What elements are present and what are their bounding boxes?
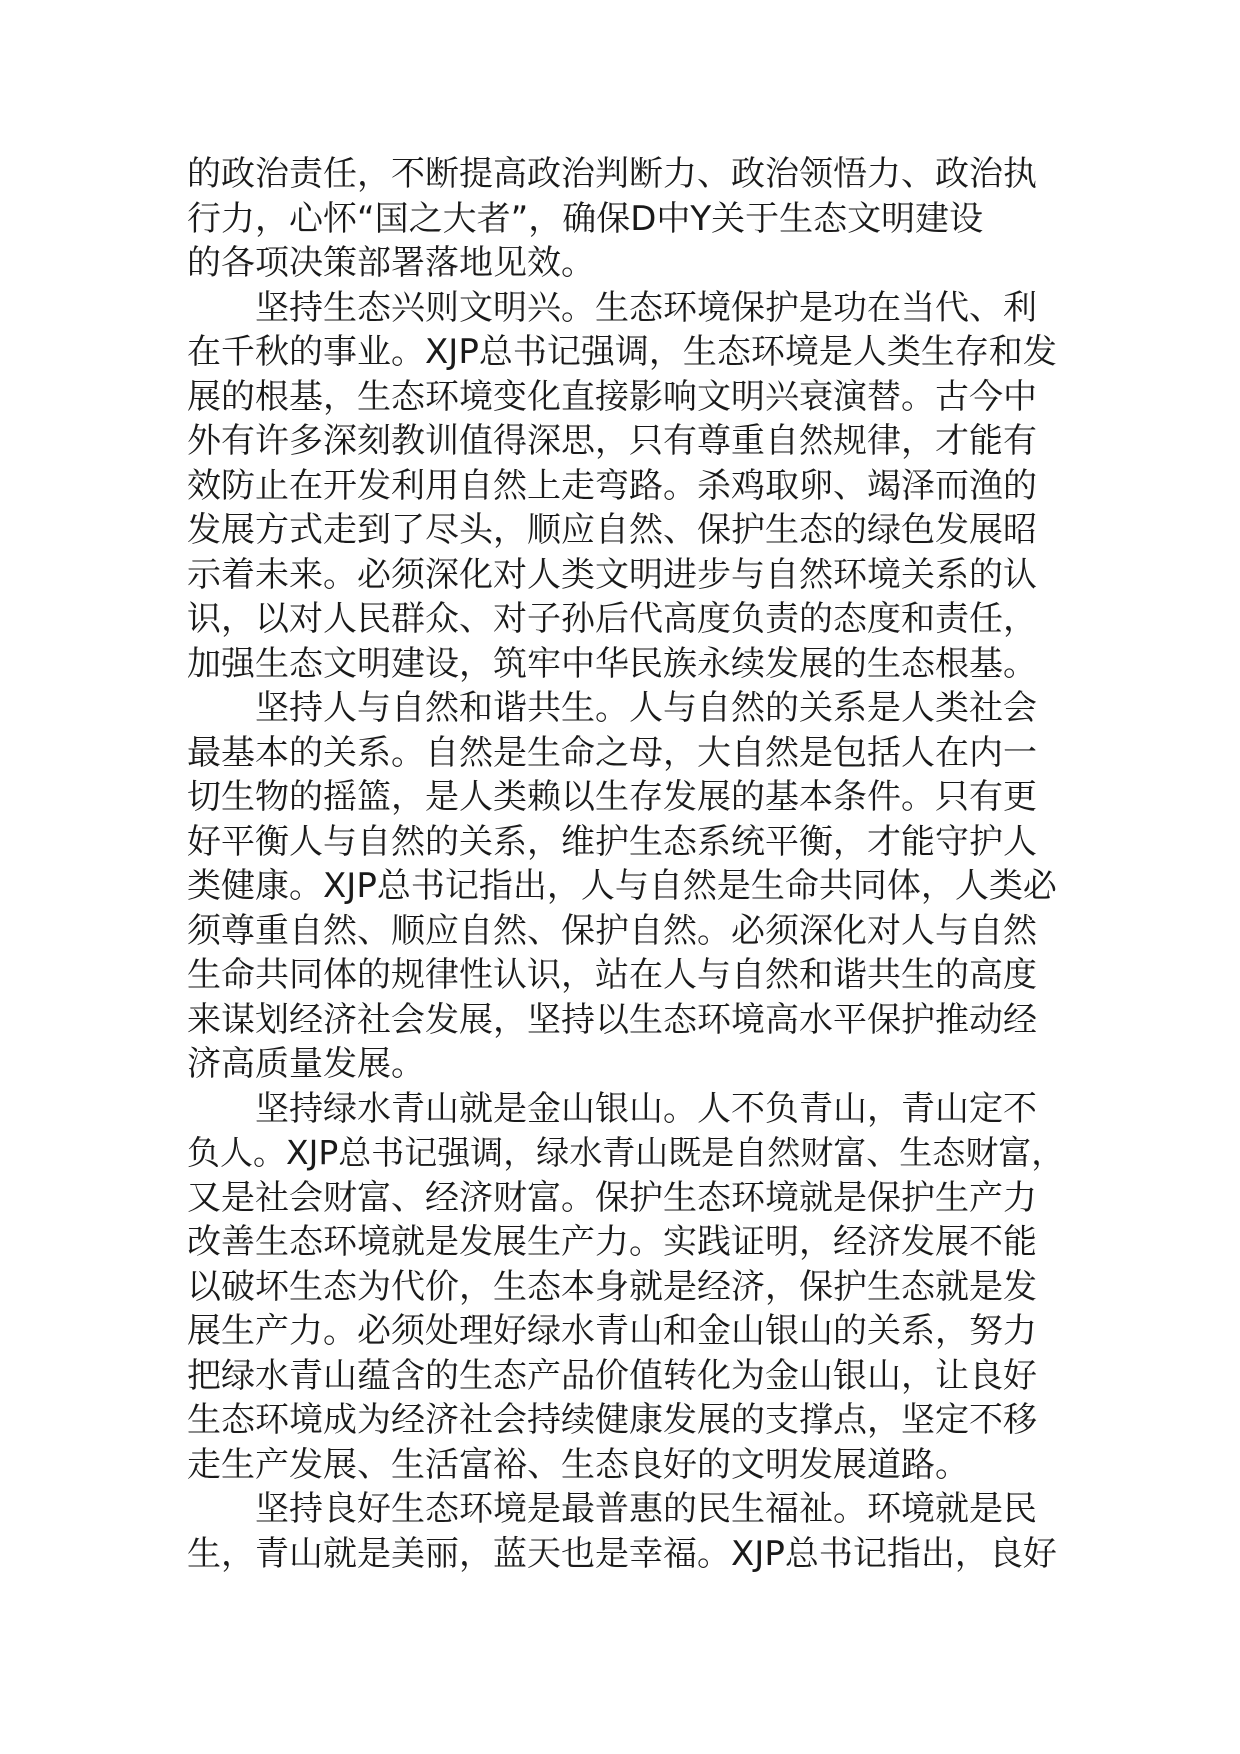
paragraph-first-line: 坚持生态兴则文明兴。生态环境保护是功在当代、利 <box>255 287 1037 328</box>
text-line: 生态环境成为经济社会持续健康发展的支撑点，坚定不移 <box>187 1400 1037 1440</box>
text-line: 以破坏生态为代价，生态本身就是经济，保护生态就是发 <box>187 1266 1037 1307</box>
text-line: 生，青山就是美丽，蓝天也是幸福。XJP总书记指出，良好 <box>187 1533 1057 1574</box>
text-line: 切生物的摇篮，是人类赖以生存发展的基本条件。只有更 <box>187 777 1037 817</box>
text-line: 济高质量发展。 <box>187 1044 425 1084</box>
text-line: 来谋划经济社会发展，坚持以生态环境高水平保护推动经 <box>187 999 1037 1040</box>
text-line: 又是社会财富、经济财富。保护生态环境就是保护生产力 <box>187 1177 1037 1218</box>
text-line: 最基本的关系。自然是生命之母，大自然是包括人在内一 <box>187 732 1037 773</box>
text-line: 须尊重自然、顺应自然、保护自然。必须深化对人与自然 <box>187 910 1037 951</box>
text-line: 展生产力。必须处理好绿水青山和金山银山的关系，努力 <box>187 1311 1037 1351</box>
text-line: 示着未来。必须深化对人类文明进步与自然环境关系的认 <box>187 554 1037 595</box>
text-line: 识，以对人民群众、对子孙后代高度负责的态度和责任， <box>187 599 1037 639</box>
text-line: 的各项决策部署落地见效。 <box>187 243 595 283</box>
paragraph-first-line: 坚持绿水青山就是金山银山。人不负青山，青山定不 <box>255 1088 1037 1129</box>
text-line: 在千秋的事业。XJP总书记强调，生态环境是人类生存和发 <box>187 332 1057 372</box>
paragraph-first-line: 坚持人与自然和谐共生。人与自然的关系是人类社会 <box>255 688 1037 728</box>
text-line: 外有许多深刻教训值得深思，只有尊重自然规律，才能有 <box>187 421 1037 461</box>
body-text <box>187 152 1067 1576</box>
text-line: 生命共同体的规律性认识，站在人与自然和谐共生的高度 <box>187 955 1037 995</box>
text-line: 把绿水青山蕴含的生态产品价值转化为金山银山，让良好 <box>187 1355 1037 1396</box>
text-line: 好平衡人与自然的关系，维护生态系统平衡，才能守护人 <box>187 821 1037 862</box>
text-line: 加强生态文明建设，筑牢中华民族永续发展的生态根基。 <box>187 643 1037 684</box>
text-line: 的政治责任，不断提高政治判断力、政治领悟力、政治执 <box>187 154 1037 194</box>
text-line: 发展方式走到了尽头，顺应自然、保护生态的绿色发展昭 <box>187 510 1037 550</box>
text-line: 负人。XJP总书记强调，绿水青山既是自然财富、生态财富， <box>187 1133 1065 1172</box>
paragraph-first-line: 坚持良好生态环境是最普惠的民生福祉。环境就是民 <box>255 1489 1037 1529</box>
text-line: 效防止在开发利用自然上走弯路。杀鸡取卵、竭泽而渔的 <box>187 465 1037 506</box>
text-line: 类健康。XJP总书记指出，人与自然是生命共同体，人类必 <box>187 866 1057 906</box>
text-line: 行力，心怀“国之大者”，确保D中Y关于生态文明建设 <box>187 198 984 239</box>
text-line: 展的根基，生态环境变化直接影响文明兴衰演替。古今中 <box>187 376 1037 417</box>
text-line: 走生产发展、生活富裕、生态良好的文明发展道路。 <box>187 1444 969 1485</box>
text-line: 改善生态环境就是发展生产力。实践证明，经济发展不能 <box>187 1222 1037 1262</box>
